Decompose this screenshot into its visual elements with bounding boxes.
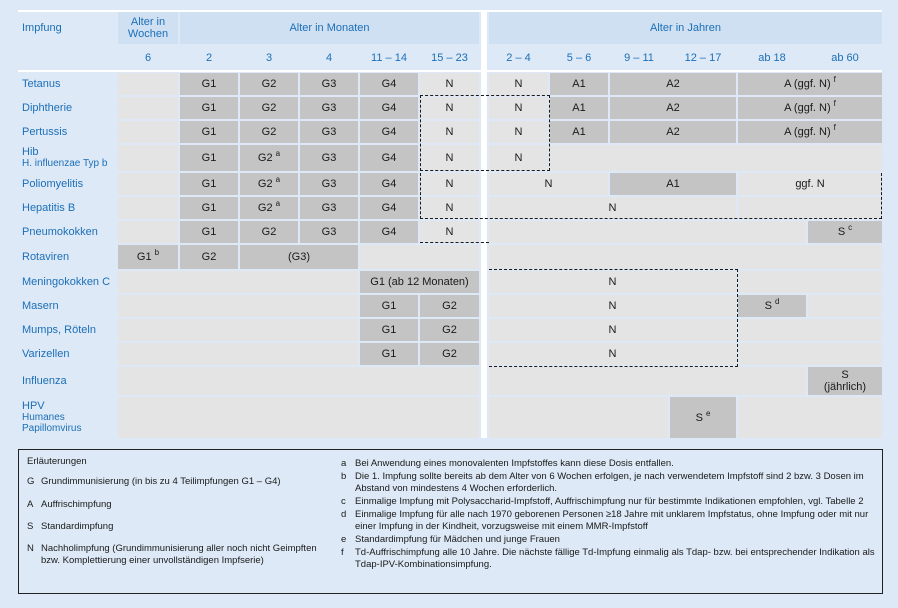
pneumo-g2: G2 — [240, 221, 298, 243]
pertussis-6w — [118, 121, 178, 143]
header-alter-jahren: Alter in Jahren — [489, 12, 882, 44]
hib-name1: Hib — [22, 146, 39, 158]
pertussis-g1: G1 — [180, 121, 238, 143]
rota-g1 — [118, 245, 178, 269]
mumps-early — [118, 319, 358, 341]
hib-n1: N — [420, 145, 479, 171]
masern-n: N — [489, 295, 736, 317]
legend-title: Erläuterungen — [27, 456, 87, 467]
header-line-bottom — [18, 70, 882, 72]
hpv-name2: Humanes — [22, 412, 65, 423]
hpv-name1: HPV — [22, 400, 45, 412]
legend-key-fb: b — [341, 471, 347, 482]
polio-g3: G3 — [300, 173, 358, 195]
row-label-rota: Rotaviren — [22, 251, 70, 263]
pneumo-sup: c — [848, 223, 853, 232]
vari-g1: G1 — [360, 343, 418, 365]
tetanus-a1: A1 — [550, 73, 608, 95]
pertussis-a1: A1 — [550, 121, 608, 143]
rota-rest2 — [489, 245, 882, 269]
col-3m: 3 — [265, 52, 273, 64]
dashed-box-pneumo — [420, 221, 489, 243]
legend-text-fb: Die 1. Impfung sollte bereits ab dem Alter von 6 Wochen erfolgen, je nach verwendetem Impfstoff sind 2 bzw. 3 Dosen im — [355, 471, 864, 482]
hib-g2 — [240, 145, 298, 171]
hpv-rest — [738, 397, 882, 438]
col-12-17j: 12 – 17 — [684, 52, 722, 64]
polio-g2 — [240, 173, 298, 195]
row-label-vari: Varizellen — [22, 348, 70, 360]
row-label-tetanus: Tetanus — [22, 78, 61, 90]
hepb-sup: a — [275, 199, 281, 208]
legend-text-fa: Bei Anwendung eines monovalenten Impfstoffes kann diese Dosis entfallen. — [355, 458, 674, 469]
diphtherie-6w — [118, 97, 178, 119]
row-label-influ: Influenza — [22, 375, 67, 387]
dashed-box-tdp — [420, 95, 550, 171]
masern-rest — [808, 295, 882, 317]
col-2m: 2 — [205, 52, 213, 64]
tetanus-a — [738, 73, 882, 95]
pneumo-s — [808, 221, 882, 243]
legend-key-fd: d — [341, 509, 347, 520]
influ-s-jaehrlich: (jährlich) — [823, 381, 867, 393]
hpv-early — [118, 397, 479, 438]
diphtherie-g4: G4 — [360, 97, 418, 119]
tetanus-g1: G1 — [180, 73, 238, 95]
hib-g4: G4 — [360, 145, 418, 171]
col-5-6j: 5 – 6 — [566, 52, 592, 64]
pneumo-s-text: S — [837, 226, 846, 238]
legend-text-fd2: einer Impfung in der Kindheit, vorzugsweise mit einem MMR-Impfstoff — [355, 521, 648, 532]
influ-early — [118, 367, 479, 395]
pertussis-a2: A2 — [610, 121, 736, 143]
hib-g1: G1 — [180, 145, 238, 171]
legend-key-n: N — [27, 543, 34, 554]
masern-s-text: S — [764, 300, 772, 312]
polio-a1: A1 — [610, 173, 736, 195]
hepb-n1: N — [420, 197, 479, 219]
col-9-11j: 9 – 11 — [624, 52, 654, 64]
polio-ggf: ggf. N — [738, 173, 882, 195]
pertussis-n2: N — [489, 121, 548, 143]
tetanus-g3: G3 — [300, 73, 358, 95]
legend-key-g: G — [27, 476, 35, 487]
row-label-polio: Poliomyelitis — [22, 178, 84, 190]
hpv-sup: e — [705, 408, 711, 418]
legend-key-fc: c — [341, 496, 346, 507]
masern-early — [118, 295, 358, 317]
tetanus-n1: N — [420, 73, 479, 95]
influ-s-text: S — [841, 369, 849, 381]
vari-early — [118, 343, 358, 365]
diphtherie-g1: G1 — [180, 97, 238, 119]
tetanus-a2: A2 — [610, 73, 736, 95]
tetanus-sup: f — [833, 75, 836, 84]
legend-key-ff: f — [341, 547, 344, 558]
hpv-name3: Papillomvirus — [22, 423, 82, 434]
rota-g3: (G3) — [240, 245, 358, 269]
legend-text-fd: Einmalige Impfung für alle nach 1970 geborenen Personen ≥18 Jahre mit unklarem Impfstatus, ohne Impfung oder mit nur — [355, 509, 869, 520]
diphtherie-sup: f — [833, 99, 836, 108]
diphtherie-a — [738, 97, 882, 119]
legend-key-s: S — [27, 521, 34, 532]
header-impfung: Impfung — [22, 22, 62, 34]
hepb-g2 — [240, 197, 298, 219]
legend-text-fe: Standardimpfung für Mädchen und junge Frauen — [355, 534, 560, 545]
row-label-hepb: Hepatitis B — [22, 202, 76, 214]
rota-sup: b — [154, 248, 160, 257]
col-6w: 6 — [144, 52, 152, 64]
pneumo-6w — [118, 221, 178, 243]
legend-text-fc: Einmalige Impfung mit Polysaccharid-Impfstoff, Auffrischimpfung nur für bestimmte Indikationen empfohlen, vgl. Tabelle 2 — [355, 496, 864, 507]
col-2-4j: 2 – 4 — [506, 52, 531, 64]
tetanus-g4: G4 — [360, 73, 418, 95]
col-4m: 4 — [325, 52, 333, 64]
legend-box — [18, 449, 883, 594]
legend-text-s: Standardimpfung — [41, 521, 114, 532]
tetanus-n2: N — [489, 73, 548, 95]
menc-rest — [738, 271, 882, 293]
legend-text-n: Nachholimpfung (Grundimmunisierung aller noch nicht Geimpften — [41, 543, 317, 554]
polio-n1: N — [420, 173, 479, 195]
row-label-menc: Meningokokken C — [22, 276, 111, 288]
pneumo-g1: G1 — [180, 221, 238, 243]
row-label-pneumo: Pneumokokken — [22, 226, 98, 238]
diphtherie-g3: G3 — [300, 97, 358, 119]
legend-key-fa: a — [341, 458, 347, 469]
row-label-pertussis: Pertussis — [22, 126, 68, 138]
menc-g1: G1 (ab 12 Monaten) — [360, 271, 479, 293]
hepb-6w — [118, 197, 178, 219]
influ-s — [808, 367, 882, 395]
pneumo-g4: G4 — [360, 221, 418, 243]
pertussis-a — [738, 121, 882, 143]
row-label-hpv — [0, 397, 116, 438]
pneumo-g3: G3 — [300, 221, 358, 243]
legend-key-fe: e — [341, 534, 347, 545]
header-alter-monaten: Alter in Monaten — [180, 12, 479, 44]
legend-text-ff2: Tdap-IPV-Kombinationsimpfung. — [355, 559, 492, 570]
row-label-mumps: Mumps, Röteln — [22, 324, 96, 336]
masern-g2: G2 — [420, 295, 479, 317]
polio-sup: a — [275, 175, 281, 184]
diphtherie-g2: G2 — [240, 97, 298, 119]
pneumo-mid — [489, 221, 806, 243]
tetanus-g2: G2 — [240, 73, 298, 95]
diphtherie-a-text: A (ggf. N) — [784, 102, 831, 114]
vari-n: N — [489, 343, 736, 365]
hib-n2: N — [489, 145, 548, 171]
diphtherie-a2: A2 — [610, 97, 736, 119]
mumps-n: N — [489, 319, 736, 341]
tetanus-a-text: A (ggf. N) — [784, 78, 831, 90]
hib-g2-text: G2 — [257, 152, 273, 164]
polio-g4: G4 — [360, 173, 418, 195]
hepb-g4: G4 — [360, 197, 418, 219]
hpv-s-text: S — [695, 411, 703, 424]
legend-text-ff: Td-Auffrischimpfung alle 10 Jahre. Die nächste fällige Td-Impfung einmalig als Tdap- bzw. bei entsprechender Indikation als — [355, 547, 875, 558]
pertussis-n1: N — [420, 121, 479, 143]
col-11-14m: 11 – 14 — [371, 52, 407, 64]
legend-text-n2: bzw. Komplettierung einer unvollständigen Impfserie) — [41, 555, 264, 566]
hib-g3: G3 — [300, 145, 358, 171]
hepb-g2-text: G2 — [257, 202, 273, 214]
mumps-rest — [738, 319, 882, 341]
col-ab18: ab 18 — [758, 52, 786, 64]
hpv-s — [670, 397, 736, 438]
pertussis-sup: f — [833, 123, 836, 132]
col-ab60: ab 60 — [831, 52, 859, 64]
rota-g2: G2 — [180, 245, 238, 269]
masern-sup: d — [774, 297, 780, 306]
hepb-g1: G1 — [180, 197, 238, 219]
legend-text-g: Grundimmunisierung (in bis zu 4 Teilimpfungen G1 – G4) — [41, 476, 281, 487]
rota-rest1 — [360, 245, 479, 269]
masern-g1: G1 — [360, 295, 418, 317]
menc-early — [118, 271, 358, 293]
pertussis-a-text: A (ggf. N) — [784, 126, 831, 138]
rota-g1-text: G1 — [136, 251, 152, 263]
legend-key-a: A — [27, 499, 34, 510]
header-line-top — [18, 10, 882, 12]
legend-text-a: Auffrischimpfung — [41, 499, 112, 510]
vari-rest — [738, 343, 882, 365]
hib-rest — [550, 145, 882, 171]
polio-n2: N — [489, 173, 608, 195]
polio-g2-text: G2 — [257, 178, 273, 190]
hepb-n2: N — [489, 197, 736, 219]
vari-g2: G2 — [420, 343, 479, 365]
influ-mid — [489, 367, 806, 395]
hib-6w — [118, 145, 178, 171]
header-alter-wochen: Alter in Wochen — [118, 12, 178, 44]
diphtherie-a1: A1 — [550, 97, 608, 119]
hepb-g3: G3 — [300, 197, 358, 219]
tetanus-6w — [118, 73, 178, 95]
mumps-g1: G1 — [360, 319, 418, 341]
dashed-box-mmr — [489, 269, 738, 367]
diphtherie-n1: N — [420, 97, 479, 119]
menc-n: N — [489, 271, 736, 293]
row-label-hib — [0, 145, 116, 171]
polio-6w — [118, 173, 178, 195]
pertussis-g2: G2 — [240, 121, 298, 143]
diphtherie-n2: N — [489, 97, 548, 119]
col-15-23m: 15 – 23 — [431, 52, 468, 64]
pertussis-g4: G4 — [360, 121, 418, 143]
pneumo-n: N — [420, 221, 479, 243]
masern-s — [738, 295, 806, 317]
pertussis-g3: G3 — [300, 121, 358, 143]
mumps-g2: G2 — [420, 319, 479, 341]
hib-sup: a — [275, 149, 281, 158]
legend-text-fb2: Abstand von mindestens 4 Wochen erforderlich. — [355, 483, 558, 494]
polio-g1: G1 — [180, 173, 238, 195]
hpv-mid — [489, 397, 668, 438]
hib-name2: H. influenzae Typ b — [22, 158, 108, 169]
dashed-box-polio — [420, 173, 882, 219]
row-label-masern: Masern — [22, 300, 59, 312]
row-label-diphtherie: Diphtherie — [22, 102, 73, 114]
